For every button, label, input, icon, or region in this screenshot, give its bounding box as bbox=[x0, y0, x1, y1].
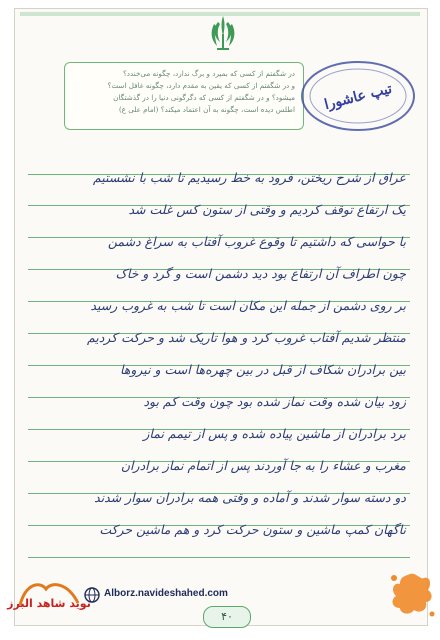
letter-line: عراق از شرح ریختن، فرود به خط رسیدیم تا شب با نشستیم bbox=[93, 170, 406, 185]
site-url-link[interactable]: Alborz.navideshahed.com bbox=[104, 588, 228, 599]
quote-line: و در شگفتم از کسی که یقین به مقدم دارد، چگونه غافل است؟ bbox=[107, 81, 295, 90]
letter-line: زود بیان شده وقت نماز شده بود چون وقت کم بود bbox=[143, 394, 406, 409]
ruled-line bbox=[28, 557, 410, 558]
quote-line: میشود؟ و در شگفتم از کسی که دگرگونی دنیا را در گذشتگان bbox=[113, 93, 295, 102]
paint-splat-decoration bbox=[386, 568, 436, 620]
letter-line: دو دسته سوار شدند و آماده و وقتی همه برادران سوار شدند bbox=[94, 490, 406, 505]
letter-line: یک ارتفاع توقف کردیم و وقتی از ستون کس غلت شد bbox=[128, 202, 406, 217]
page-number: ۴۰ bbox=[203, 606, 251, 628]
logo-text: نوید شاهد البرز bbox=[7, 597, 91, 610]
letter-line: ناگهان کمپ ماشین و ستون حرکت کرد و هم ماشین حرکت bbox=[99, 522, 406, 537]
iran-emblem-icon bbox=[210, 14, 236, 54]
stamp-text: تیپ عاشورا bbox=[322, 80, 394, 114]
globe-icon bbox=[84, 587, 100, 603]
letter-line: برد برادران از ماشین پیاده شده و پس از تیمم نماز bbox=[143, 426, 406, 441]
quote-line: در شگفتم از کسی که بمیرد و برگ ندارد، چگونه می‌خندد؟ bbox=[122, 69, 295, 78]
letter-line: با حواسی که داشتیم تا وقوع غروب آفتاب به سراغ دشمن bbox=[107, 234, 406, 249]
quote-box bbox=[64, 62, 304, 130]
letter-line: مغرب و عشاء را به جا آوردند پس از اتمام نماز برادران bbox=[120, 458, 406, 473]
navideshahed-logo bbox=[7, 577, 91, 611]
letter-line: بین برادران شکاف از قبل در بین چهره‌ها است و نیروها bbox=[119, 362, 406, 377]
letter-line: چون اطراف آن ارتفاع بود دید دشمن است و گرد و خاک bbox=[115, 266, 406, 281]
unit-stamp bbox=[298, 58, 418, 134]
letter-line: بر روی دشمن از جمله این مکان است تا شب به غروب رسید bbox=[90, 298, 406, 313]
letter-line: منتظر شدیم آفتاب غروب کرد و هوا تاریک شد و حرکت کردیم bbox=[86, 330, 406, 345]
quote-line: اطلس دیده است، چگونه به آن اعتماد میکند؟ (امام علی ع) bbox=[118, 105, 295, 114]
